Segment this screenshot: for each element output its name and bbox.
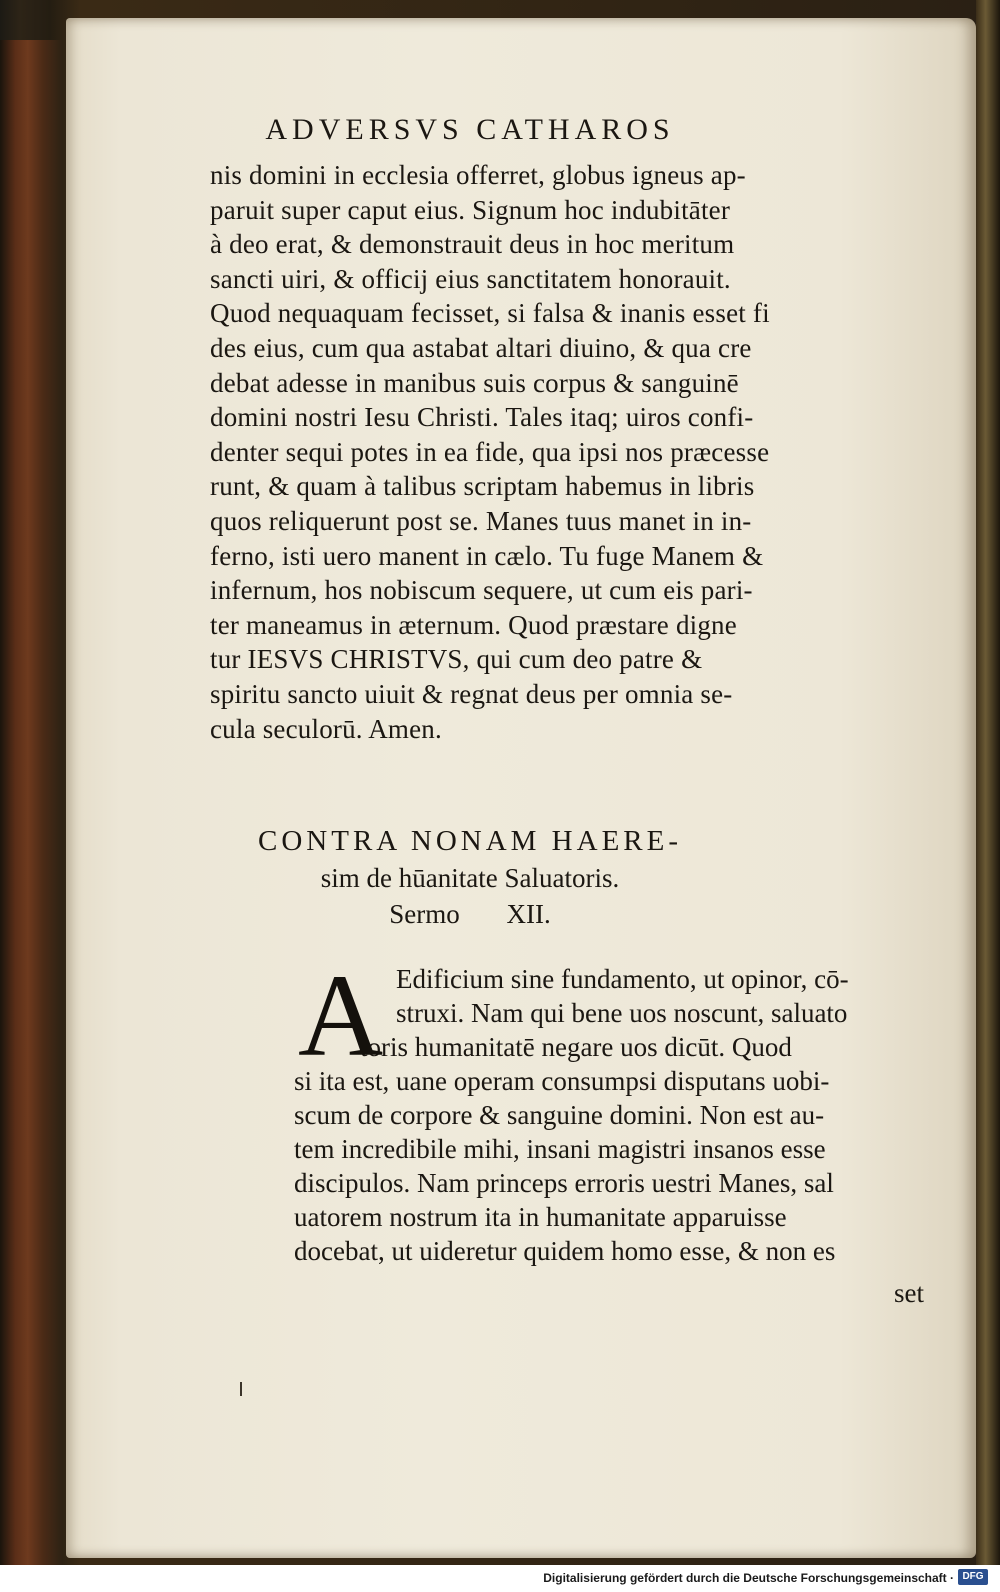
section-title-line: CONTRA NONAM HAERE- (258, 825, 682, 857)
sermon-line: struxi. Nam qui bene uos noscunt, saluato (396, 998, 848, 1028)
body-line: ter maneamus in æternum. Quod præstare digne (210, 609, 737, 640)
body-line: runt, & quam à talibus scriptam habemus in libris (210, 471, 755, 502)
body-line: domini nostri Iesu Christi. Tales itaq; uiros confi- (210, 402, 754, 433)
sermon-line: uatorem nostrum ita in humanitate apparuisse (294, 1202, 787, 1232)
body-line: nis domini in ecclesia offerret, globus igneus ap- (210, 160, 746, 190)
catchword: set (894, 1278, 924, 1308)
body-line: quos reliquerunt post se. Manes tuus manet in in- (210, 505, 752, 536)
dfg-logo-icon: DFG (958, 1569, 988, 1585)
body-line: sancti uiri, & officij eius sanctitatem honorauit. (210, 263, 731, 294)
sermon-line: toris humanitatē negare uos dicūt. Quod (360, 1032, 792, 1062)
sermon-line: scum de corpore & sanguine domini. Non est au- (294, 1100, 825, 1130)
main-text-block (210, 110, 770, 746)
sermon-line: discipulos. Nam princeps erroris uestri Manes, sal (294, 1168, 834, 1198)
sermon-line: docebat, ut uideretur quidem homo esse, & non es (294, 1236, 836, 1266)
body-line: paruit super caput eius. Signum hoc indubitāter (210, 194, 731, 225)
sermon-line: Edificium sine fundamento, ut opinor, cō- (396, 964, 849, 994)
funding-credit: Digitalisierung gefördert durch die Deutsche Forschungsgemeinschaft · (543, 1571, 954, 1585)
body-line: cula seculorū. Amen. (210, 713, 442, 744)
sermon-line: tem incredibile mihi, insani magistri insanos esse (294, 1134, 826, 1164)
sermon-line: si ita est, uane operam consumpsi disputans uobi- (294, 1066, 830, 1096)
body-line: spiritu sancto uiuit & regnat deus per omnia se- (210, 678, 733, 709)
body-line: tur IESVS CHRISTVS, qui cum deo patre & (210, 644, 703, 675)
body-line: des eius, cum qua astabat altari diuino, & qua cre (210, 332, 752, 363)
page-edge (976, 0, 1000, 1565)
body-line: denter sequi potes in ea fide, qua ipsi nos præcesse (210, 436, 770, 467)
sermon-number: Sermo XII. (389, 899, 551, 929)
drop-cap-initial: A (298, 950, 384, 1081)
section-title (210, 822, 730, 932)
body-line: à deo erat, & demonstrauit deus in hoc meritum (210, 229, 735, 260)
body-line: Quod nequaquam fecisset, si falsa & inanis esset fi (210, 298, 770, 329)
body-line: debat adesse in manibus suis corpus & sanguinē (210, 367, 739, 398)
sermon-text-block (210, 950, 849, 1268)
body-line: ferno, isti uero manent in cælo. Tu fuge Manem & (210, 540, 764, 571)
book-spine (0, 40, 62, 1565)
running-head: ADVERSVS CATHAROS (265, 113, 675, 146)
body-line: infernum, hos nobiscum sequere, ut cum eis pari- (210, 575, 753, 606)
section-title-line: sim de hūanitate Saluatoris. (320, 863, 620, 893)
ink-mark (240, 1382, 242, 1396)
